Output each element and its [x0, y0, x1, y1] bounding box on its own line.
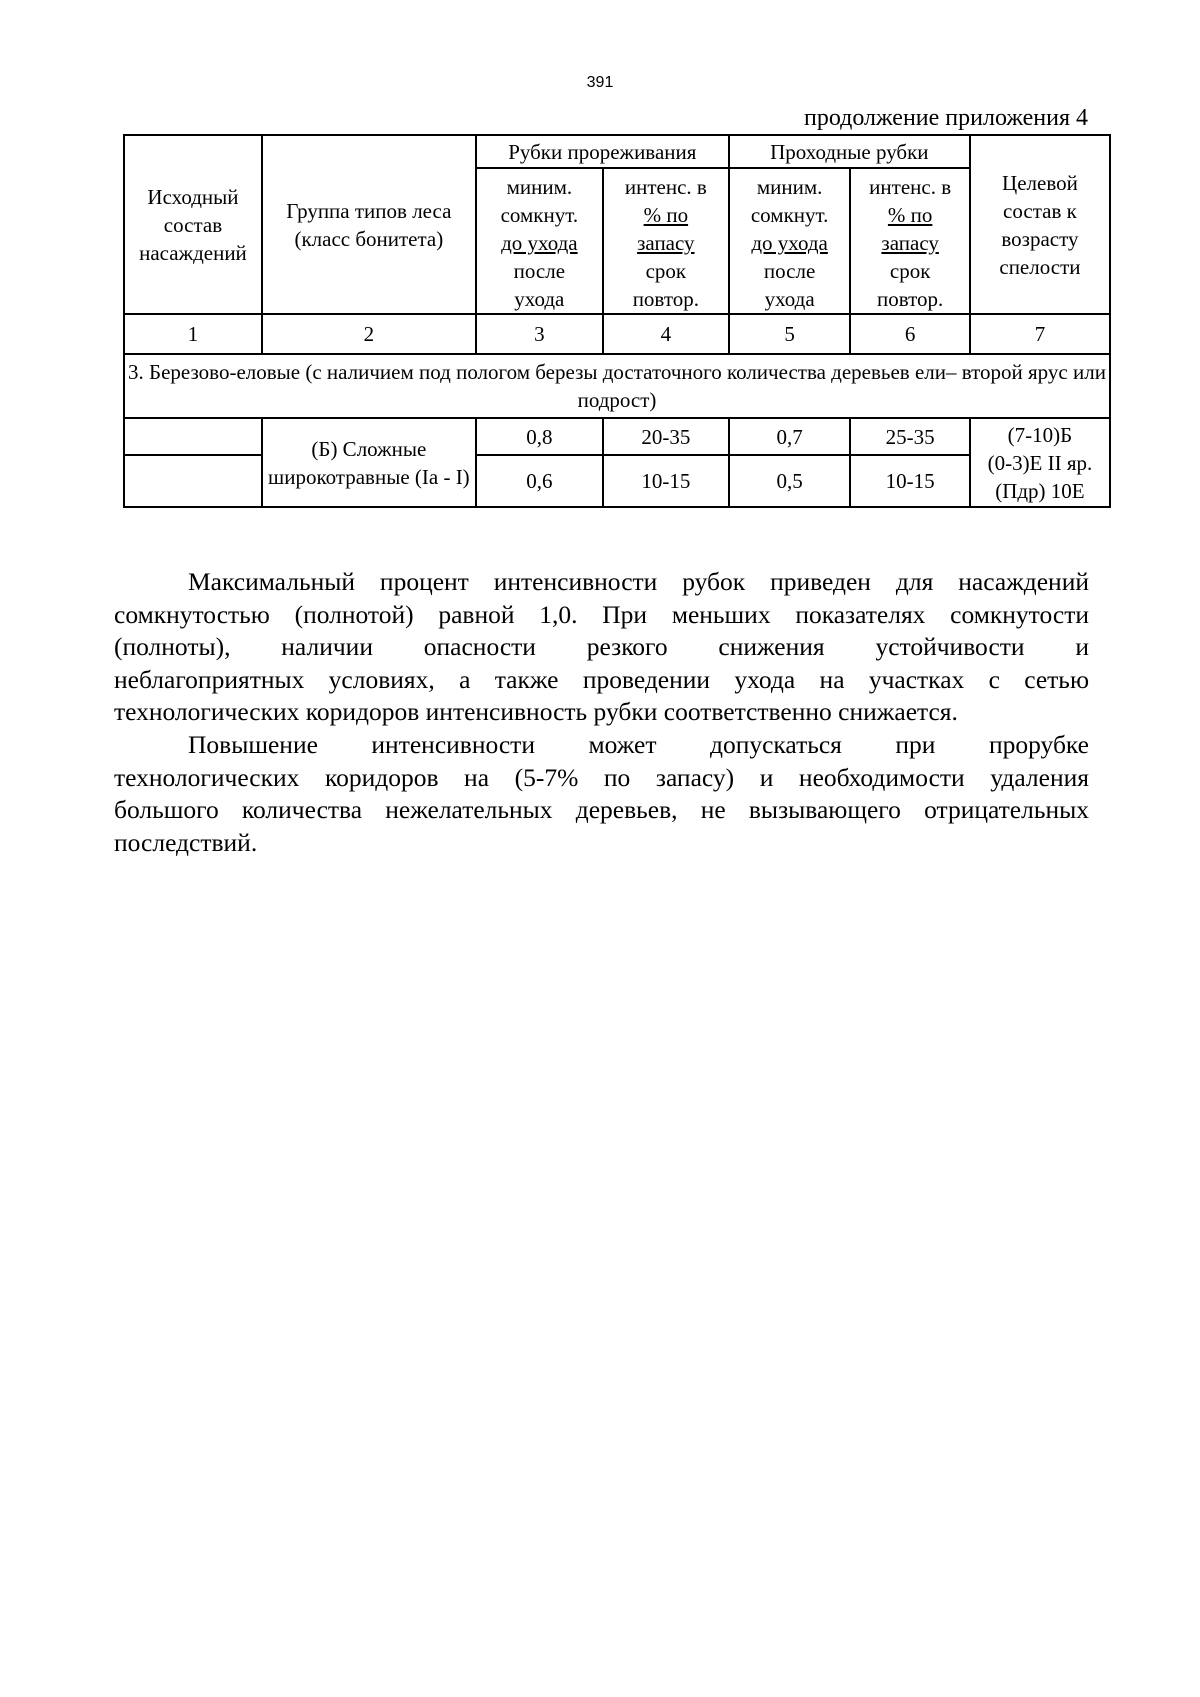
paragraph-line: технологических коридоров интенсивность рубки соответственно снижается.: [114, 697, 958, 726]
min-density-passage: 0,5: [729, 455, 851, 507]
header-text: после: [513, 259, 566, 283]
header-text: миним.: [756, 175, 823, 199]
header-text: интенс. в: [869, 175, 952, 199]
header-text: интенс. в: [624, 175, 707, 199]
header-initial-composition: Исходный состав насаждений: [124, 135, 262, 314]
header-thinning-cuts: Рубки прореживания: [476, 135, 729, 168]
column-number: 6: [850, 314, 969, 354]
header-text: запасу: [881, 231, 939, 255]
intensity-thinning: 10-15: [603, 455, 729, 507]
header-forest-type-group: Группа типов леса (класс бонитета): [262, 135, 476, 314]
paragraph-line: технологических коридоров на (5-7% по запасу) и необходимости удаления: [114, 762, 1089, 792]
target-line: (0-3)Е II яр.: [987, 450, 1093, 475]
header-intensity-passage: [850, 168, 969, 314]
header-min-density-passage: [729, 168, 851, 314]
paragraph-intensity-note: [114, 566, 1089, 729]
intensity-passage: 25-35: [850, 418, 969, 455]
header-text: срок: [645, 259, 687, 283]
min-density-thinning: 0,8: [476, 418, 603, 455]
min-density-passage: 0,7: [729, 418, 851, 455]
target-line: (7-10)Б: [1007, 422, 1073, 447]
header-text: запасу: [637, 231, 695, 255]
min-density-thinning: 0,6: [476, 455, 603, 507]
target-composition-cell: [970, 418, 1110, 507]
header-text: ухода: [764, 287, 815, 311]
header-min-density-thinning: [476, 168, 603, 314]
header-intensity-thinning: [603, 168, 729, 314]
forest-group-title: 3. Березово-еловые (с наличием под пологом березы достаточного количества деревьев ели– второй ярус или подрост): [124, 354, 1110, 418]
header-text: до ухода: [501, 231, 578, 255]
column-number: 1: [124, 314, 262, 354]
paragraph-line: последствий.: [114, 827, 258, 857]
paragraph-line: Максимальный процент интенсивности рубок приведен для насаждений: [188, 567, 1089, 596]
column-number: 2: [262, 314, 476, 354]
column-number: 4: [603, 314, 729, 354]
paragraph-line: сомкнутостью (полнотой) равной 1,0. При меньших показателях сомкнутости: [114, 599, 1089, 629]
header-text: до ухода: [751, 231, 828, 255]
header-text: % по: [643, 203, 689, 227]
header-text: ухода: [514, 287, 565, 311]
column-number: 3: [476, 314, 603, 354]
intensity-passage: 10-15: [850, 455, 969, 507]
appendix-continuation-label: продолжение приложения 4: [804, 105, 1088, 131]
thinning-table: [123, 134, 1111, 508]
forest-type-cell: (Б) Сложные широкотравные (Iа - I): [262, 418, 476, 507]
paragraph-line: Повышение интенсивности может допускаться при прорубке: [188, 730, 1089, 759]
paragraph-line: неблагоприятных условиях, а также проведении ухода на участках с сетью: [114, 664, 1089, 694]
header-text: срок: [889, 259, 931, 283]
header-text: % по: [887, 203, 933, 227]
page-number: 391: [586, 74, 614, 91]
initial-composition-cell: [124, 418, 262, 455]
header-passage-cuts: Проходные рубки: [729, 135, 970, 168]
header-text: повтор.: [632, 287, 699, 311]
column-number: 5: [729, 314, 851, 354]
header-text: повтор.: [877, 287, 944, 311]
target-line: (Пдр) 10Е: [995, 478, 1085, 503]
column-number: 7: [970, 314, 1110, 354]
initial-composition-cell: [124, 455, 262, 507]
paragraph-line: (полноты), наличии опасности резкого снижения устойчивости и: [114, 632, 1089, 661]
header-target-composition: Целевой состав к возрасту спелости: [970, 135, 1110, 314]
paragraph-intensity-increase: [114, 729, 1089, 859]
header-text: сомкнут.: [750, 203, 829, 227]
header-text: миним.: [506, 175, 573, 199]
intensity-thinning: 20-35: [603, 418, 729, 455]
header-text: после: [763, 259, 816, 283]
header-text: сомкнут.: [500, 203, 579, 227]
paragraph-line: большого количества нежелательных деревьев, не вызывающего отрицательных: [114, 795, 1089, 824]
